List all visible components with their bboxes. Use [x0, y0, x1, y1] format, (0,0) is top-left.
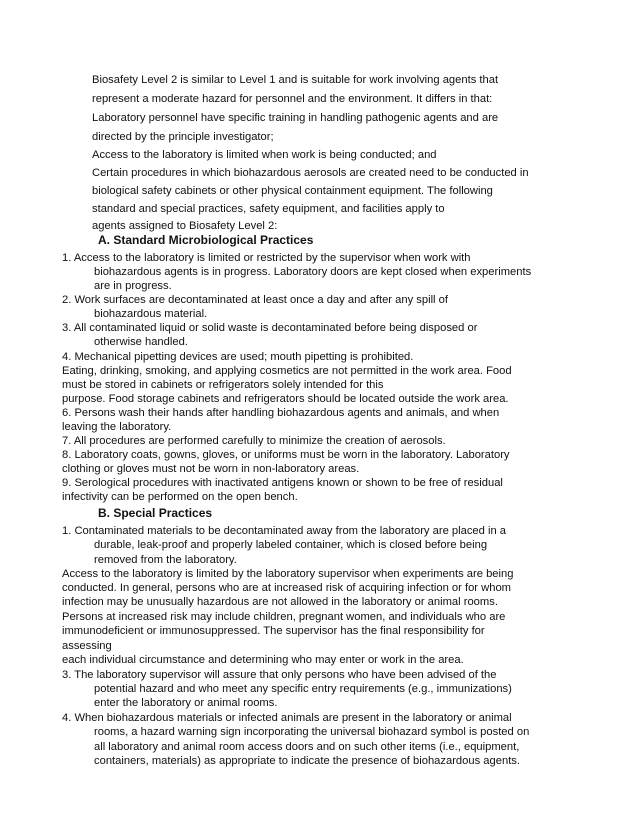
section-a-line: 8. Laboratory coats, gowns, gloves, or uniforms must be worn in the laboratory. Laboratory: [62, 449, 510, 461]
section-b-line: enter the laboratory or animal rooms.: [94, 697, 278, 709]
section-b-line: infection may be unusually hazardous are not allowed in the laboratory or animal rooms.: [62, 596, 498, 608]
section-b-line: containers, materials) as appropriate to indicate the presence of biohazardous agents.: [94, 755, 520, 767]
section-b-line: each individual circumstance and determining who may enter or work in the area.: [62, 654, 464, 666]
section-a-line: otherwise handled.: [94, 336, 188, 348]
section-a-line: 4. Mechanical pipetting devices are used; mouth pipetting is prohibited.: [62, 351, 414, 363]
section-a-line: 1. Access to the laboratory is limited or restricted by the supervisor when work with: [62, 252, 471, 264]
intro-line: agents assigned to Biosafety Level 2:: [92, 220, 278, 232]
intro-line: Biosafety Level 2 is similar to Level 1 and is suitable for work involving agents that: [92, 74, 499, 86]
section-a-heading: A. Standard Microbiological Practices: [98, 233, 314, 247]
section-a-line: 9. Serological procedures with inactivated antigens known or shown to be free of residual: [62, 477, 503, 489]
section-b-line: rooms, a hazard warning sign incorporating the universal biohazard symbol is posted on: [94, 726, 530, 738]
section-b-line: assessing: [62, 640, 112, 652]
section-a-line: 2. Work surfaces are decontaminated at least once a day and after any spill of: [62, 294, 448, 306]
intro-line: Access to the laboratory is limited when work is being conducted; and: [92, 149, 437, 161]
section-a-line: must be stored in cabinets or refrigerators solely intended for this: [62, 379, 384, 391]
intro-line: Certain procedures in which biohazardous aerosols are created need to be conducted in: [92, 167, 529, 179]
section-a-line: biohazardous material.: [94, 308, 208, 320]
section-b-line: all laboratory and animal room access doors and on such other items (i.e., equipment,: [94, 741, 520, 753]
intro-line: Laboratory personnel have specific training in handling pathogenic agents and are: [92, 112, 499, 124]
intro-line: directed by the principle investigator;: [92, 131, 274, 143]
section-a-line: purpose. Food storage cabinets and refrigerators should be located outside the work area.: [62, 393, 509, 405]
intro-line: represent a moderate hazard for personnel and the environment. It differs in that:: [92, 93, 493, 105]
section-a-line: Eating, drinking, smoking, and applying cosmetics are not permitted in the work area. Food: [62, 365, 512, 377]
section-b-line: immunodeficient or immunosuppressed. The supervisor has the final responsibility for: [62, 625, 485, 637]
section-a-line: 6. Persons wash their hands after handling biohazardous agents and animals, and when: [62, 407, 500, 419]
section-a-line: are in progress.: [94, 280, 172, 292]
section-b-line: durable, leak-proof and properly labeled container, which is closed before being: [94, 539, 488, 551]
section-b-heading: B. Special Practices: [98, 506, 213, 520]
section-a-line: biohazardous agents is in progress. Laboratory doors are kept closed when experiments: [94, 266, 532, 278]
section-b-line: potential hazard and who meet any specific entry requirements (e.g., immunizations): [94, 683, 512, 695]
section-a-line: clothing or gloves must not be worn in non-laboratory areas.: [62, 463, 360, 475]
section-b-line: conducted. In general, persons who are at increased risk of acquiring infection or for whom: [62, 582, 511, 594]
section-b-line: 4. When biohazardous materials or infected animals are present in the laboratory or animal: [62, 712, 512, 724]
section-a-line: 7. All procedures are performed carefully to minimize the creation of aerosols.: [62, 435, 446, 447]
section-b-line: Persons at increased risk may include children, pregnant women, and individuals who are: [62, 611, 506, 623]
section-b-line: removed from the laboratory.: [94, 554, 237, 566]
section-a-line: infectivity can be performed on the open bench.: [62, 491, 298, 503]
section-a-line: leaving the laboratory.: [62, 421, 172, 433]
section-b-line: 1. Contaminated materials to be decontaminated away from the laboratory are placed in a: [62, 525, 507, 537]
section-a-line: 3. All contaminated liquid or solid waste is decontaminated before being disposed or: [62, 322, 478, 334]
section-b-line: 3. The laboratory supervisor will assure that only persons who have been advised of the: [62, 669, 497, 681]
intro-line: standard and special practices, safety equipment, and facilities apply to: [92, 203, 445, 215]
intro-line: biological safety cabinets or other physical containment equipment. The following: [92, 185, 493, 197]
section-b-line: Access to the laboratory is limited by the laboratory supervisor when experiments are being: [62, 568, 514, 580]
